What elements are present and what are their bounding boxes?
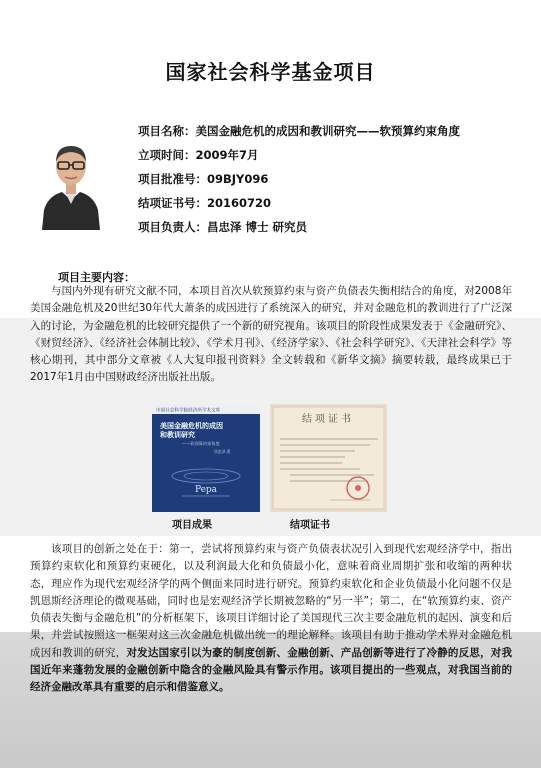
book-author: 昌忠泽 著 [214,449,231,454]
approval-date: 立项时间：2009年7月 [138,148,259,162]
project-info [138,122,518,242]
book-series-label: 中国社会科学院经济所学术文库 [156,408,221,414]
book-title-line2: 和教训研究 [160,431,195,439]
paragraph-innovation-tail: 对发达国家引以为豪的制度创新、金融创新、产品创新等进行了冷静的反思，对我国近年来蓬勃发展的金融创新中隐含的金融风险具有警示作用。该项目提出的一些观点，对我国当前的经济金融改革具有重要的启示和借鉴意义。 [30,646,513,694]
book-logo-text: Pepa [194,485,218,495]
book-title-line1: 美国金融危机的成因 [160,422,223,430]
project-name: 项目名称：美国金融危机的成因和教训研究——软预算约束角度 [138,124,460,138]
paragraph-summary: 与国内外现有研究文献不同，本项目首次从软预算约束与资产负债表失衡相结合的角度，对2008年美国金融危机及20世纪30年代大萧条的成因进行了系统深入的研究，并对金融危机的教训进行了广泛深入的讨论，为金融危机的比较研究提供了一个新的研究视角。该项目的阶段性成果发表于《金融研究》、《财贸经济》、《经济社会体制比较》、《学术月刊》、《经济学家》、《社会科学研究》、《天津社会科学》等核心期刊，其中部分文章被《人大复印报刊资料》全文转载和《新华文摘》摘要转载，最终成果已于2017年1月由中国财政经济出版社出版。 [30,285,512,384]
approval-number: 项目批准号：09BJY096 [138,172,269,186]
content-heading: 项目主要内容： [58,271,135,284]
paragraph-innovation-main: 该项目的创新之处在于：第一，尝试将预算约束与资产负债表状况引入到现代宏观经济学中，指出预算约束软化和预算约束硬化，以及利润最大化和负债最小化，意味着商业周期扩张和收缩的两种状态，理应作为现代宏观经济学的两个侧面来同时进行研究。预算约束软化和企业负债最小化问题不仅是凯恩斯经济理论的微观基础，同时也是宏观经济学长期被忽略的“另一半”；第二，在“软预算约束、资产负债表失衡与金融危机”的分析框架下，该项目详细讨论了美国现代三次主要金融危机的起因、演变和后果，并尝试按照这一框架对这三次金融危机做出统一的理论解释。该项目有助于推动学术界对金融危机成因和教训的研究， [30,543,512,659]
page-title: 国家社会科学基金项目 [165,60,376,84]
caption-certificate: 结项证书 [290,520,330,531]
researcher-photo [38,132,104,230]
book-subtitle: ——软预算约束角度 [182,441,220,446]
caption-project-result: 项目成果 [172,520,212,531]
paragraph-innovation [30,541,512,697]
certificate-number: 结项证书号：20160720 [138,196,272,210]
project-leader: 项目负责人：昌忠泽 博士 研究员 [138,220,308,234]
certificate-image [270,404,387,512]
certificate-title: 结项证书 [302,414,354,425]
book-cover-image [152,404,260,512]
